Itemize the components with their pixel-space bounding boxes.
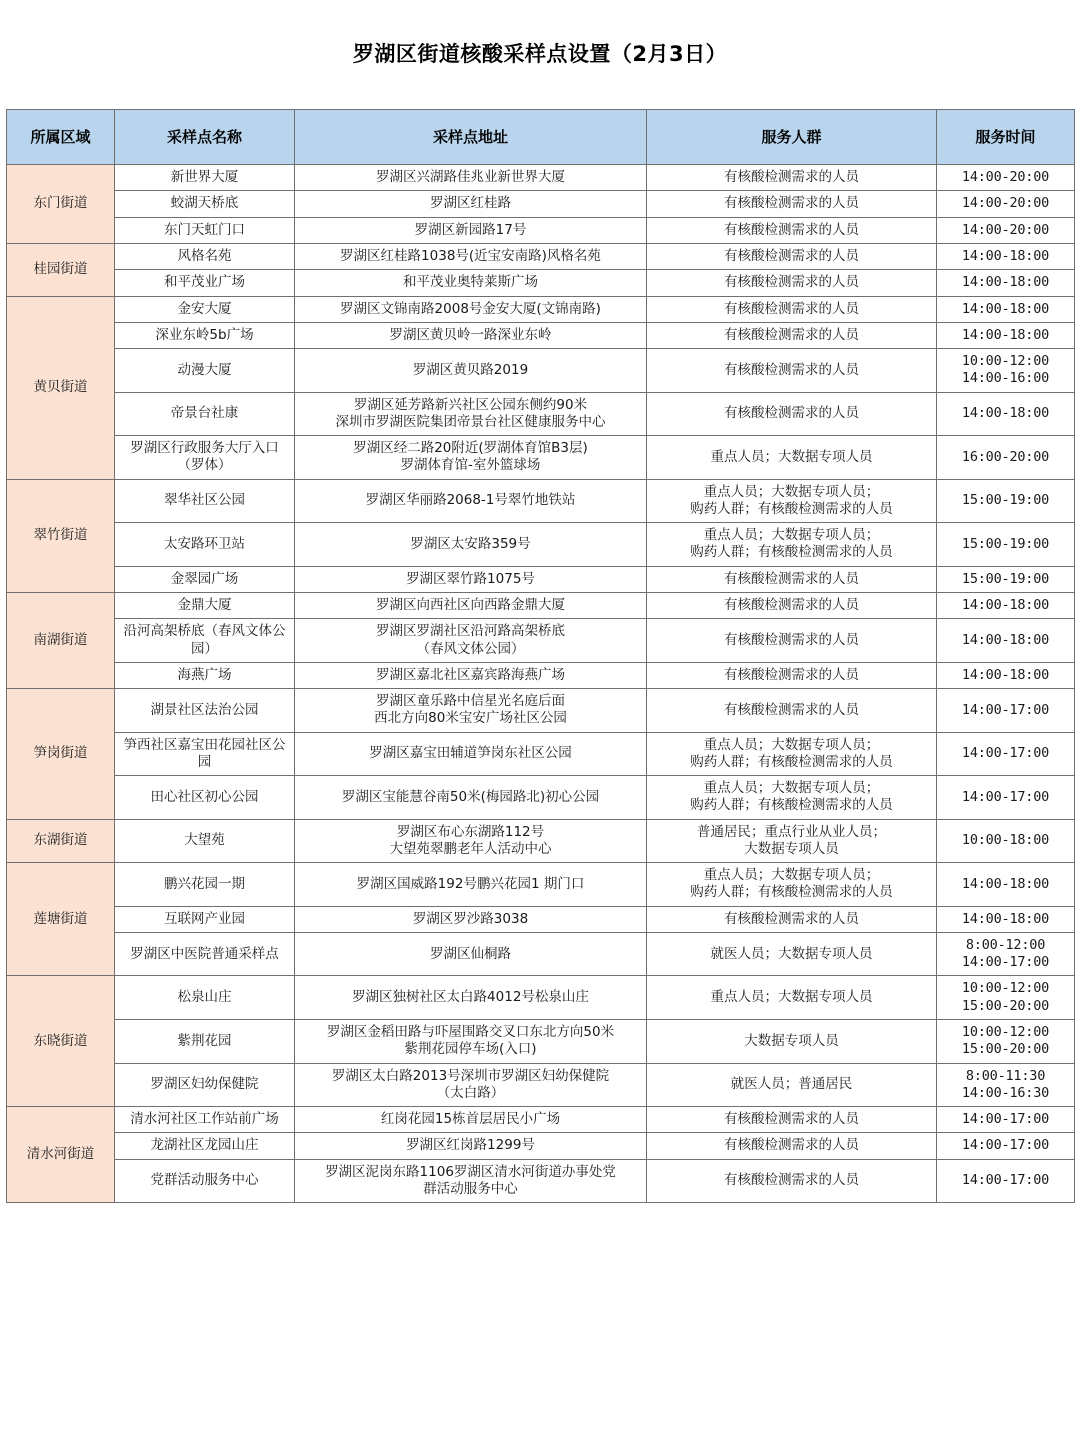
service-people-cell: 有核酸检测需求的人员 bbox=[647, 906, 937, 932]
site-name-cell: 东门天虹门口 bbox=[115, 217, 295, 243]
cell-text-line: 罗湖区延芳路新兴社区公园东侧约90米 bbox=[353, 396, 588, 413]
service-time-cell: 14:00-18:00 bbox=[937, 322, 1075, 348]
site-name-cell: 松泉山庄 bbox=[115, 976, 295, 1020]
table-row bbox=[7, 1020, 1075, 1064]
table-row bbox=[7, 322, 1075, 348]
site-name-cell: 翠华社区公园 bbox=[115, 479, 295, 523]
service-time-cell: 14:00-18:00 bbox=[937, 296, 1075, 322]
service-people-cell: 有核酸检测需求的人员 bbox=[647, 662, 937, 688]
cell-text-line: 15:00-20:00 bbox=[961, 1041, 1050, 1058]
cell-text-line: 深圳市罗湖医院集团帝景台社区健康服务中心 bbox=[335, 413, 606, 430]
site-address-cell bbox=[295, 392, 647, 436]
site-name-cell: 帝景台社康 bbox=[115, 392, 295, 436]
service-people-cell: 有核酸检测需求的人员 bbox=[647, 592, 937, 618]
cell-text-line: 罗湖区金稻田路与吓屋围路交叉口东北方向50米 bbox=[326, 1024, 615, 1041]
cell-text-line: 罗湖区太白路2013号深圳市罗湖区妇幼保健院 bbox=[331, 1067, 610, 1084]
service-people-cell: 重点人员；大数据专项人员 bbox=[647, 436, 937, 480]
sampling-sites-table bbox=[6, 109, 1075, 1203]
table-row bbox=[7, 906, 1075, 932]
column-header-name: 采样点名称 bbox=[115, 110, 295, 165]
cell-text-line: 罗湖区童乐路中信星光名庭后面 bbox=[376, 693, 565, 710]
site-address-cell bbox=[295, 436, 647, 480]
service-time-cell bbox=[937, 1063, 1075, 1107]
region-cell: 南湖街道 bbox=[7, 592, 115, 688]
cell-text-line: 10:00-12:00 bbox=[961, 1024, 1050, 1041]
service-time-cell: 14:00-18:00 bbox=[937, 392, 1075, 436]
site-name-cell: 沿河高架桥底（春风文体公园） bbox=[115, 619, 295, 663]
service-people-cell: 有核酸检测需求的人员 bbox=[647, 349, 937, 393]
site-address-cell bbox=[295, 619, 647, 663]
page-title: 罗湖区街道核酸采样点设置（2月3日） bbox=[352, 42, 728, 66]
site-name-cell: 罗湖区中医院普通采样点 bbox=[115, 932, 295, 976]
site-name-cell: 风格名苑 bbox=[115, 243, 295, 269]
site-address-cell: 罗湖区国威路192号鹏兴花园1 期门口 bbox=[295, 863, 647, 907]
table-row bbox=[7, 479, 1075, 523]
service-people-cell: 有核酸检测需求的人员 bbox=[647, 165, 937, 191]
site-address-cell: 罗湖区红岗路1299号 bbox=[295, 1133, 647, 1159]
table-row bbox=[7, 191, 1075, 217]
table-row bbox=[7, 392, 1075, 436]
site-name-cell: 鹏兴花园一期 bbox=[115, 863, 295, 907]
service-time-cell: 16:00-20:00 bbox=[937, 436, 1075, 480]
region-cell: 笋岗街道 bbox=[7, 689, 115, 820]
service-people-cell: 有核酸检测需求的人员 bbox=[647, 1159, 937, 1203]
region-cell: 黄贝街道 bbox=[7, 296, 115, 479]
site-address-cell: 罗湖区嘉北社区嘉宾路海燕广场 bbox=[295, 662, 647, 688]
table-row bbox=[7, 165, 1075, 191]
cell-text-line: 西北方向80米宝安广场社区公园 bbox=[374, 710, 567, 727]
service-people-cell bbox=[647, 819, 937, 863]
service-people-cell: 大数据专项人员 bbox=[647, 1020, 937, 1064]
site-name-cell: 田心社区初心公园 bbox=[115, 776, 295, 820]
site-address-cell bbox=[295, 819, 647, 863]
service-time-cell: 14:00-17:00 bbox=[937, 776, 1075, 820]
cell-text-line: 购药人群；有核酸检测需求的人员 bbox=[690, 500, 893, 517]
table-row bbox=[7, 662, 1075, 688]
site-address-cell: 罗湖区仙桐路 bbox=[295, 932, 647, 976]
site-address-cell: 罗湖区兴湖路佳兆业新世界大厦 bbox=[295, 165, 647, 191]
service-people-cell: 有核酸检测需求的人员 bbox=[647, 392, 937, 436]
cell-text-line: 重点人员；大数据专项人员； bbox=[703, 736, 880, 753]
table-row bbox=[7, 689, 1075, 733]
table-row bbox=[7, 863, 1075, 907]
site-address-cell: 罗湖区黄贝岭一路深业东岭 bbox=[295, 322, 647, 348]
site-address-cell: 罗湖区华丽路2068-1号翠竹地铁站 bbox=[295, 479, 647, 523]
table-row bbox=[7, 436, 1075, 480]
table-row bbox=[7, 349, 1075, 393]
site-name-cell: 深业东岭5b广场 bbox=[115, 322, 295, 348]
site-name-cell: 清水河社区工作站前广场 bbox=[115, 1107, 295, 1133]
region-cell: 莲塘街道 bbox=[7, 863, 115, 976]
service-time-cell: 14:00-17:00 bbox=[937, 689, 1075, 733]
table-row bbox=[7, 619, 1075, 663]
cell-text-line: 购药人群；有核酸检测需求的人员 bbox=[690, 544, 893, 561]
table-row bbox=[7, 523, 1075, 567]
cell-text-line: 重点人员；大数据专项人员； bbox=[703, 483, 880, 500]
site-address-cell: 罗湖区黄贝路2019 bbox=[295, 349, 647, 393]
site-name-cell: 蛟湖天桥底 bbox=[115, 191, 295, 217]
region-cell: 东晓街道 bbox=[7, 976, 115, 1107]
service-people-cell: 有核酸检测需求的人员 bbox=[647, 1133, 937, 1159]
service-time-cell: 14:00-18:00 bbox=[937, 270, 1075, 296]
service-people-cell bbox=[647, 776, 937, 820]
cell-text-line: 罗湖区行政服务大厅入口 bbox=[130, 440, 279, 457]
site-name-cell: 党群活动服务中心 bbox=[115, 1159, 295, 1203]
site-address-cell: 罗湖区向西社区向西路金鼎大厦 bbox=[295, 592, 647, 618]
service-time-cell: 10:00-18:00 bbox=[937, 819, 1075, 863]
site-name-cell: 金鼎大厦 bbox=[115, 592, 295, 618]
service-people-cell: 有核酸检测需求的人员 bbox=[647, 322, 937, 348]
service-people-cell bbox=[647, 523, 937, 567]
cell-text-line: 15:00-20:00 bbox=[961, 997, 1050, 1014]
service-time-cell: 14:00-17:00 bbox=[937, 1159, 1075, 1203]
service-people-cell: 有核酸检测需求的人员 bbox=[647, 296, 937, 322]
site-address-cell: 罗湖区翠竹路1075号 bbox=[295, 566, 647, 592]
site-address-cell: 和平茂业奥特莱斯广场 bbox=[295, 270, 647, 296]
table-header-row bbox=[7, 110, 1075, 165]
service-time-cell: 15:00-19:00 bbox=[937, 479, 1075, 523]
cell-text-line: 重点人员；大数据专项人员； bbox=[703, 527, 880, 544]
table-row bbox=[7, 1159, 1075, 1203]
service-people-cell: 有核酸检测需求的人员 bbox=[647, 1107, 937, 1133]
cell-text-line: 罗湖区经二路20附近(罗湖体育馆B3层) bbox=[353, 440, 588, 457]
site-name-cell: 金安大厦 bbox=[115, 296, 295, 322]
service-people-cell: 有核酸检测需求的人员 bbox=[647, 689, 937, 733]
service-time-cell: 14:00-18:00 bbox=[937, 592, 1075, 618]
site-name-cell: 大望苑 bbox=[115, 819, 295, 863]
column-header-region: 所属区域 bbox=[7, 110, 115, 165]
site-address-cell: 罗湖区独树社区太白路4012号松泉山庄 bbox=[295, 976, 647, 1020]
service-time-cell bbox=[937, 976, 1075, 1020]
column-header-time: 服务时间 bbox=[937, 110, 1075, 165]
cell-text-line: 8:00-12:00 bbox=[965, 936, 1046, 953]
column-header-address: 采样点地址 bbox=[295, 110, 647, 165]
cell-text-line: 紫荆花园停车场(入口) bbox=[404, 1041, 537, 1058]
site-address-cell: 罗湖区新园路17号 bbox=[295, 217, 647, 243]
site-name-cell: 动漫大厦 bbox=[115, 349, 295, 393]
site-address-cell bbox=[295, 689, 647, 733]
site-name-cell: 和平茂业广场 bbox=[115, 270, 295, 296]
service-people-cell: 有核酸检测需求的人员 bbox=[647, 191, 937, 217]
table-row bbox=[7, 217, 1075, 243]
site-address-cell: 罗湖区红桂路 bbox=[295, 191, 647, 217]
service-time-cell bbox=[937, 1020, 1075, 1064]
table-row bbox=[7, 296, 1075, 322]
site-name-cell: 互联网产业园 bbox=[115, 906, 295, 932]
table-row bbox=[7, 976, 1075, 1020]
service-people-cell bbox=[647, 479, 937, 523]
site-address-cell: 罗湖区红桂路1038号(近宝安南路)风格名苑 bbox=[295, 243, 647, 269]
column-header-people: 服务人群 bbox=[647, 110, 937, 165]
service-people-cell: 有核酸检测需求的人员 bbox=[647, 217, 937, 243]
service-time-cell bbox=[937, 932, 1075, 976]
table-row bbox=[7, 243, 1075, 269]
table-row bbox=[7, 592, 1075, 618]
service-people-cell bbox=[647, 732, 937, 776]
service-people-cell: 重点人员；大数据专项人员 bbox=[647, 976, 937, 1020]
cell-text-line: 购药人群；有核酸检测需求的人员 bbox=[690, 884, 893, 901]
cell-text-line: 14:00-16:30 bbox=[961, 1084, 1050, 1101]
service-people-cell: 就医人员；大数据专项人员 bbox=[647, 932, 937, 976]
site-address-cell: 罗湖区太安路359号 bbox=[295, 523, 647, 567]
table-row bbox=[7, 566, 1075, 592]
table-row bbox=[7, 776, 1075, 820]
cell-text-line: 14:00-16:00 bbox=[961, 370, 1050, 387]
service-time-cell: 14:00-18:00 bbox=[937, 906, 1075, 932]
cell-text-line: （太白路） bbox=[436, 1084, 505, 1101]
table-row bbox=[7, 270, 1075, 296]
cell-text-line: 罗湖区布心东湖路112号 bbox=[396, 823, 545, 840]
table-row bbox=[7, 819, 1075, 863]
site-address-cell: 红岗花园15栋首层居民小广场 bbox=[295, 1107, 647, 1133]
service-time-cell: 14:00-20:00 bbox=[937, 217, 1075, 243]
region-cell: 东门街道 bbox=[7, 165, 115, 244]
service-time-cell: 14:00-20:00 bbox=[937, 165, 1075, 191]
service-time-cell: 14:00-18:00 bbox=[937, 619, 1075, 663]
cell-text-line: 重点人员；大数据专项人员； bbox=[703, 867, 880, 884]
cell-text-line: 14:00-17:00 bbox=[961, 954, 1050, 971]
site-address-cell: 罗湖区罗沙路3038 bbox=[295, 906, 647, 932]
region-cell: 清水河街道 bbox=[7, 1107, 115, 1203]
service-time-cell: 15:00-19:00 bbox=[937, 566, 1075, 592]
region-cell: 东湖街道 bbox=[7, 819, 115, 863]
site-name-cell: 新世界大厦 bbox=[115, 165, 295, 191]
service-time-cell: 14:00-18:00 bbox=[937, 662, 1075, 688]
service-time-cell: 14:00-20:00 bbox=[937, 191, 1075, 217]
site-name-cell: 太安路环卫站 bbox=[115, 523, 295, 567]
service-people-cell: 有核酸检测需求的人员 bbox=[647, 566, 937, 592]
service-time-cell: 14:00-18:00 bbox=[937, 243, 1075, 269]
table-row bbox=[7, 1063, 1075, 1107]
cell-text-line: 10:00-12:00 bbox=[961, 980, 1050, 997]
service-people-cell: 有核酸检测需求的人员 bbox=[647, 243, 937, 269]
site-address-cell: 罗湖区文锦南路2008号金安大厦(文锦南路) bbox=[295, 296, 647, 322]
cell-text-line: （春风文体公园） bbox=[416, 640, 525, 657]
cell-text-line: 购药人群；有核酸检测需求的人员 bbox=[690, 797, 893, 814]
table-row bbox=[7, 1133, 1075, 1159]
service-people-cell bbox=[647, 863, 937, 907]
site-name-cell: 湖景社区法治公园 bbox=[115, 689, 295, 733]
site-address-cell bbox=[295, 1020, 647, 1064]
cell-text-line: 普通居民；重点行业从业人员； bbox=[697, 823, 886, 840]
service-people-cell: 就医人员；普通居民 bbox=[647, 1063, 937, 1107]
region-cell: 桂园街道 bbox=[7, 243, 115, 296]
site-name-cell: 笋西社区嘉宝田花园社区公园 bbox=[115, 732, 295, 776]
table-body bbox=[7, 165, 1075, 1203]
site-name-cell: 罗湖区妇幼保健院 bbox=[115, 1063, 295, 1107]
table-row bbox=[7, 932, 1075, 976]
cell-text-line: 罗湖体育馆-室外篮球场 bbox=[400, 457, 541, 474]
cell-text-line: （罗体） bbox=[177, 457, 232, 474]
cell-text-line: 大数据专项人员 bbox=[744, 840, 839, 857]
site-name-cell: 海燕广场 bbox=[115, 662, 295, 688]
service-time-cell: 14:00-17:00 bbox=[937, 1133, 1075, 1159]
service-time-cell: 15:00-19:00 bbox=[937, 523, 1075, 567]
service-time-cell: 14:00-17:00 bbox=[937, 1107, 1075, 1133]
service-time-cell bbox=[937, 349, 1075, 393]
table-row bbox=[7, 1107, 1075, 1133]
cell-text-line: 罗湖区泥岗东路1106罗湖区清水河街道办事处党 bbox=[325, 1163, 616, 1180]
site-address-cell: 罗湖区宝能慧谷南50米(梅园路北)初心公园 bbox=[295, 776, 647, 820]
cell-text-line: 10:00-12:00 bbox=[961, 353, 1050, 370]
table-header bbox=[7, 110, 1075, 165]
site-address-cell: 罗湖区嘉宝田辅道笋岗东社区公园 bbox=[295, 732, 647, 776]
service-people-cell: 有核酸检测需求的人员 bbox=[647, 619, 937, 663]
table-row bbox=[7, 732, 1075, 776]
cell-text-line: 群活动服务中心 bbox=[423, 1180, 518, 1197]
service-time-cell: 14:00-18:00 bbox=[937, 863, 1075, 907]
cell-text-line: 购药人群；有核酸检测需求的人员 bbox=[690, 753, 893, 770]
site-name-cell: 龙湖社区龙园山庄 bbox=[115, 1133, 295, 1159]
cell-text-line: 8:00-11:30 bbox=[965, 1067, 1046, 1084]
site-name-cell: 紫荆花园 bbox=[115, 1020, 295, 1064]
service-people-cell: 有核酸检测需求的人员 bbox=[647, 270, 937, 296]
service-time-cell: 14:00-17:00 bbox=[937, 732, 1075, 776]
site-name-cell: 金翠园广场 bbox=[115, 566, 295, 592]
site-address-cell bbox=[295, 1159, 647, 1203]
cell-text-line: 罗湖区罗湖社区沿河路高架桥底 bbox=[376, 623, 565, 640]
region-cell: 翠竹街道 bbox=[7, 479, 115, 592]
site-name-cell bbox=[115, 436, 295, 480]
site-address-cell bbox=[295, 1063, 647, 1107]
cell-text-line: 大望苑翠鹏老年人活动中心 bbox=[389, 840, 552, 857]
cell-text-line: 重点人员；大数据专项人员； bbox=[703, 780, 880, 797]
